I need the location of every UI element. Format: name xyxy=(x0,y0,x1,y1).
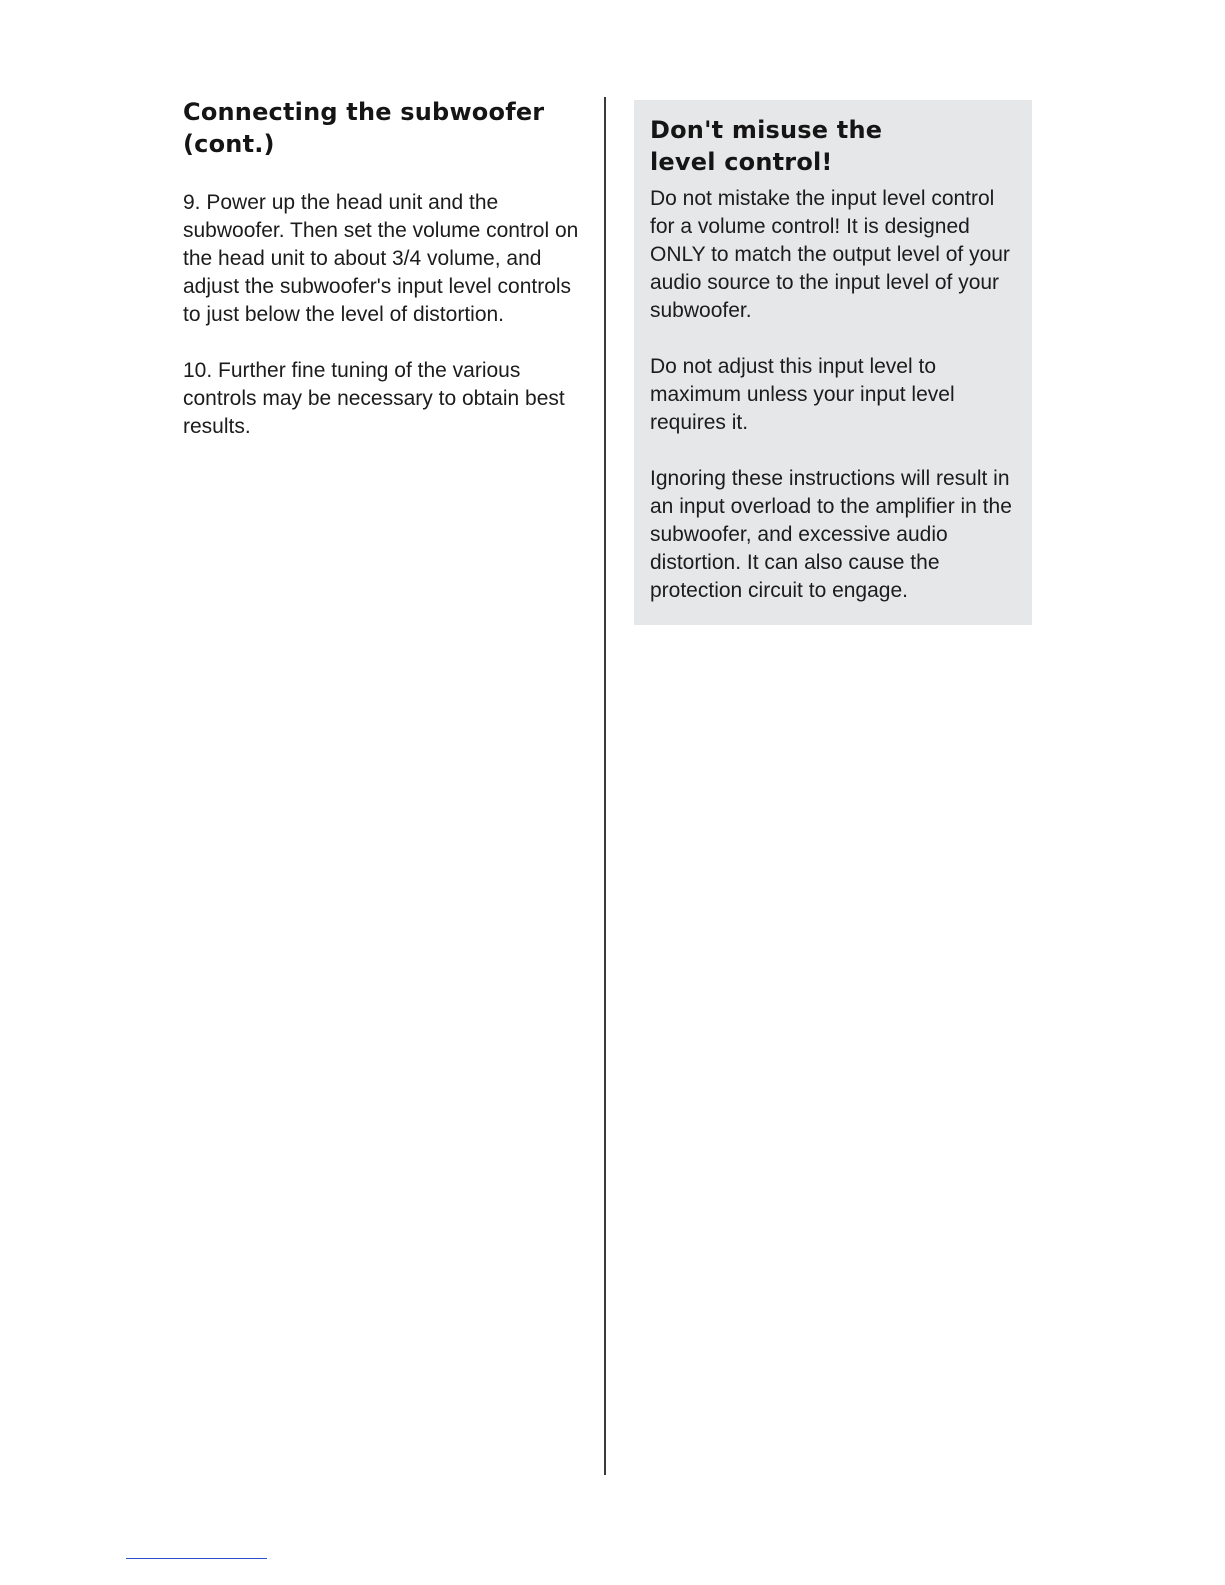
callout-title-line-2: level control! xyxy=(650,148,833,176)
callout-paragraph-3: Ignoring these instructions will result in an input overload to the amplifier in the subwoofer, and excessive audio distortion. It can also cause the protection circuit to engage. xyxy=(650,467,1012,602)
callout-paragraph-1: Do not mistake the input level control for a volume control! It is designed ONLY to match the output level of your audio source to the input level of your subwoofer. xyxy=(650,187,1010,322)
column-divider xyxy=(604,97,606,1475)
warning-callout-box xyxy=(634,100,1032,625)
callout-title xyxy=(650,114,1018,178)
footer-rule xyxy=(126,1558,267,1559)
step-10-paragraph: 10. Further fine tuning of the various controls may be necessary to obtain best results. xyxy=(183,359,565,438)
callout-title-line-1: Don't misuse the xyxy=(650,116,883,144)
section-heading xyxy=(183,96,593,160)
left-column xyxy=(183,96,593,441)
section-heading-line-2: (cont.) xyxy=(183,130,275,158)
step-9-paragraph: 9. Power up the head unit and the subwoofer. Then set the volume control on the head unit to about 3/4 volume, and adjust the subwoofer's input level controls to just below the level of distortion. xyxy=(183,191,579,326)
callout-paragraph-2: Do not adjust this input level to maximum unless your input level requires it. xyxy=(650,355,955,434)
section-heading-line-1: Connecting the subwoofer xyxy=(183,98,545,126)
